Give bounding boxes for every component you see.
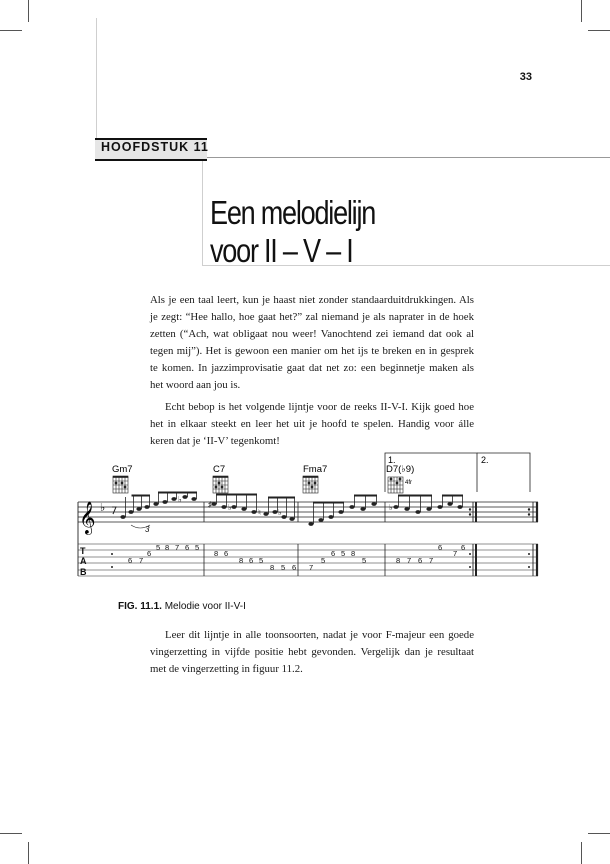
svg-text:♮: ♮: [258, 508, 261, 517]
tab-number: 6: [147, 549, 152, 558]
tab-numbers: [128, 543, 465, 572]
tab-number: 8: [396, 556, 401, 565]
tab-number: 6: [128, 556, 133, 565]
chord-diagram: [303, 476, 318, 493]
tab-number: 7: [175, 543, 180, 552]
tab-number: 5: [321, 556, 326, 565]
tab-clef-b: B: [80, 567, 87, 577]
tab-number: 5: [156, 543, 161, 552]
ending-label: 2.: [481, 455, 489, 465]
tab-number: 5: [259, 556, 264, 565]
note-heads: [120, 495, 462, 526]
chord-diagram: [213, 476, 228, 493]
chord-diagram: [113, 476, 128, 493]
barlines: [78, 502, 537, 576]
paragraph-3: Leer dit lijntje in alle toonsoorten, nadat je voor F-majeur een goede vingerzetting in vijfde positie hebt gevonden. Vergelijk dan je resultaat met de vingerzetting in figuur 11.2.: [150, 629, 474, 675]
figure-caption-text: Melodie voor II-V-I: [164, 601, 246, 612]
tab-number: 6: [331, 549, 336, 558]
tab-number: 5: [362, 556, 367, 565]
chord-name: C7: [213, 464, 226, 475]
svg-text:♭: ♭: [178, 495, 182, 504]
ending-label: 1.: [388, 455, 396, 465]
page-number: 33: [519, 71, 532, 83]
flat-key-signature-icon: ♭: [100, 502, 106, 514]
tab-number: 7: [309, 563, 314, 572]
tab-number: 7: [139, 556, 144, 565]
tab-number: 5: [281, 563, 286, 572]
tab-number: 6: [461, 543, 466, 552]
figure-caption: [118, 601, 246, 612]
paragraph-1: Als je een taal leert, kun je haast niet zonder standaarduitdrukkingen. Als je zegt: “Hee hallo, hoe gaat het?” zal niemand je als naprater in de hoek zetten (“Ach, wat obligaat nou weer! Vanochtend zei iemand dat ook al tegen mij”). Het is gewoon een manier om het ijs te breken en in gesprek te komen. In jazzimprovisatie gaat dat net zo: een beginnetje maken als het woord aan jou is.: [150, 294, 474, 391]
treble-clef-icon: 𝄞: [79, 502, 96, 533]
tab-number: 6: [249, 556, 254, 565]
figure-number: FIG. 11.1.: [118, 601, 162, 612]
tab-number: 7: [429, 556, 434, 565]
chapter-title-line-1: Een melodielijn: [210, 194, 376, 231]
body-text-after-figure: [150, 627, 474, 683]
tab-number: 8: [351, 549, 356, 558]
tab-clef: [80, 546, 87, 577]
tab-number: 8: [270, 563, 275, 572]
tab-number: 5: [341, 549, 346, 558]
chord-diagram-dots: [115, 478, 402, 489]
svg-text:♭: ♭: [389, 503, 393, 512]
tab-number: 6: [418, 556, 423, 565]
svg-text:♭: ♭: [278, 508, 282, 517]
music-staff: [78, 502, 538, 522]
tuplet-number: 3: [145, 525, 150, 534]
tab-number: 6: [224, 549, 229, 558]
chapter-label: HOOFDSTUK 11: [101, 140, 209, 154]
chord-name: Gm7: [112, 464, 133, 475]
chapter-title-line-2: voor II – V – I: [210, 232, 353, 269]
tab-number: 8: [214, 549, 219, 558]
svg-text:♭: ♭: [228, 503, 232, 512]
tab-number: 5: [195, 543, 200, 552]
tab-clef-a: A: [80, 556, 87, 566]
svg-text:♯: ♯: [208, 500, 212, 509]
tab-number: 6: [438, 543, 443, 552]
paragraph-2: Echt bebop is het volgende lijntje voor de reeks II-V-I. Kijk goed hoe het in elkaar steekt en leer het uit je hoofd te spelen. Handig voor álle keren dat je ‘II-V’ tegenkomt!: [150, 401, 474, 447]
tab-number: 6: [292, 563, 297, 572]
tab-number: 6: [185, 543, 190, 552]
fret-marker: 4fr: [405, 480, 413, 486]
tab-clef-t: T: [80, 546, 86, 556]
tab-number: 8: [165, 543, 170, 552]
chord-name: Fma7: [303, 464, 328, 475]
tab-number: 8: [239, 556, 244, 565]
tab-number: 7: [453, 549, 458, 558]
tab-number: 7: [407, 556, 412, 565]
chord-name: D7(♭9): [386, 464, 415, 475]
rest: [112, 507, 116, 514]
